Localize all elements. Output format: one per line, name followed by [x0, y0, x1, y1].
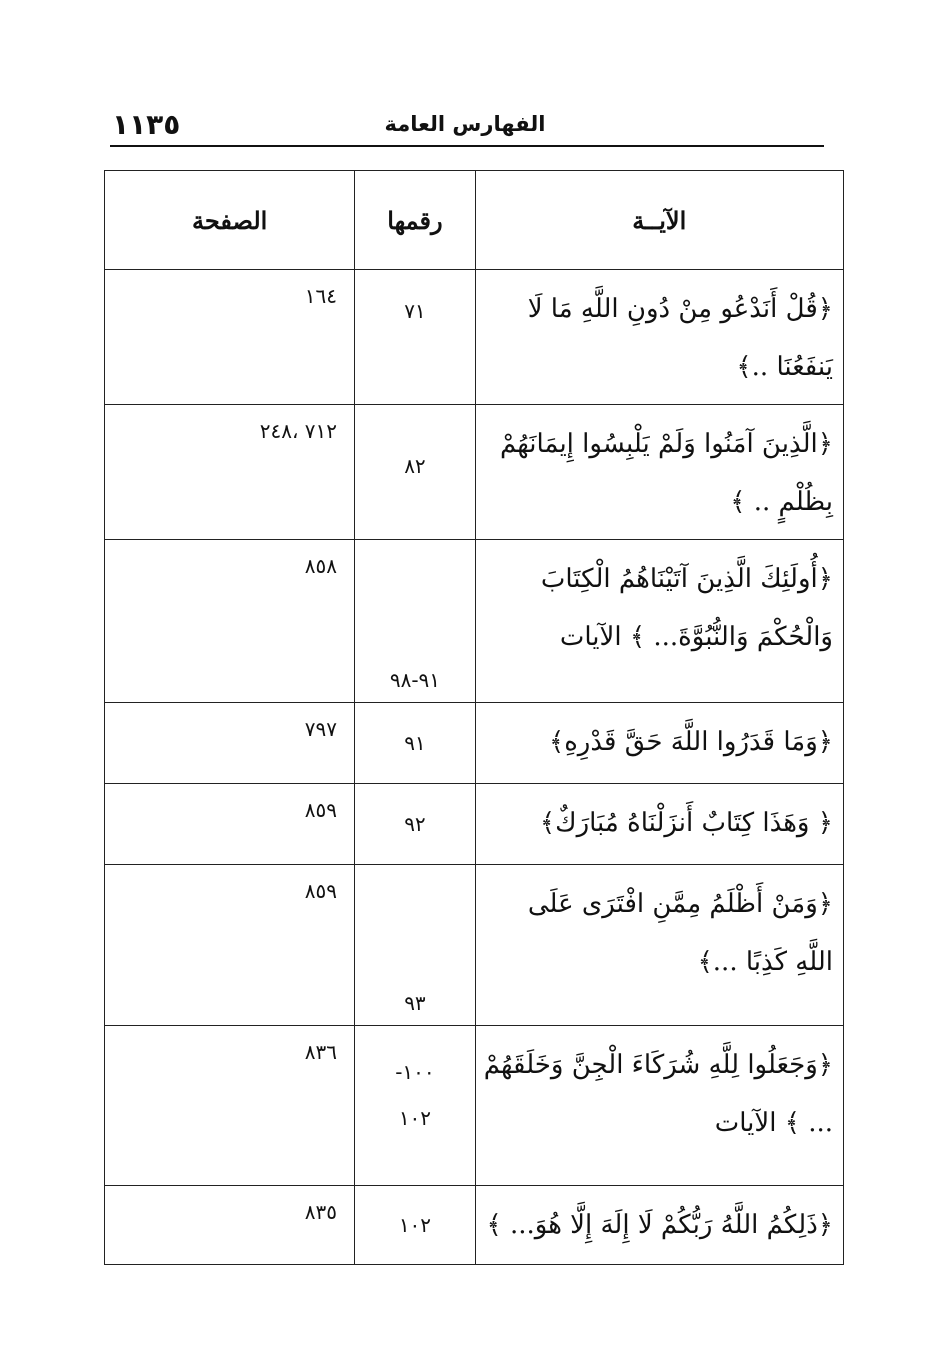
- ayah-text: ﴿ وَهَذَا كِتَابٌ أَنزَلْنَاهُ مُبَارَكٌ﴾: [475, 784, 843, 865]
- page-ref: [105, 865, 355, 1026]
- ayah-number: [355, 1026, 475, 1186]
- ayah-number-value: ٨٢: [404, 454, 426, 478]
- page-ref: [105, 1026, 355, 1186]
- column-header-page: الصفحة: [105, 171, 355, 270]
- page-ref: [105, 540, 355, 703]
- table-row: [105, 865, 844, 1026]
- ayah-number-value: ٩٣: [404, 991, 426, 1015]
- table-row: [105, 784, 844, 865]
- page-ref: [105, 1186, 355, 1265]
- ayah-text: ﴿أُولَئِكَ الَّذِينَ آتَيْنَاهُمُ الْكِتَابَ وَالْحُكْمَ وَالنُّبُوَّةَ... ﴾ الآيات: [475, 540, 843, 703]
- page-ref-value: ٨٣٦: [304, 1040, 337, 1064]
- column-header-ayah: الآيــة: [475, 171, 843, 270]
- column-header-number: رقمها: [355, 171, 475, 270]
- ayah-number-value-end: ١٠٢: [398, 1106, 432, 1130]
- ayah-number-value: ٩١: [404, 731, 426, 755]
- table-header-row: [105, 171, 844, 270]
- page-ref-value: ٨٥٨: [304, 554, 337, 578]
- table-row: [105, 270, 844, 405]
- page-ref: [105, 270, 355, 405]
- page-ref: [105, 405, 355, 540]
- ayah-number-value: ٩١-٩٨: [389, 668, 441, 692]
- ayah-text: ﴿وَجَعَلُوا لِلَّهِ شُرَكَاءَ الْجِنَّ وَخَلَقَهُمْ ... ﴾ الآيات: [475, 1026, 843, 1186]
- page-ref-value: ١٦٤: [304, 284, 337, 308]
- table-row: [105, 540, 844, 703]
- ayah-number: [355, 784, 475, 865]
- page-ref-value: ٨٥٩: [304, 798, 337, 822]
- header-divider: [110, 145, 824, 147]
- page-ref-value: ٧١٢ ،٢٤٨: [259, 419, 337, 443]
- ayah-text: ﴿ذَلِكُمُ اللَّهُ رَبُّكُمْ لَا إِلَهَ إِلَّا هُوَ... ﴾: [475, 1186, 843, 1265]
- table-row: [105, 1186, 844, 1265]
- page-ref-value: ٧٩٧: [304, 717, 337, 741]
- page-ref-value: ٨٥٩: [304, 879, 337, 903]
- ayah-text: ﴿قُلْ أَنَدْعُو مِنْ دُونِ اللَّهِ مَا لَا يَنفَعُنَا ..﴾: [475, 270, 843, 405]
- table-row: [105, 405, 844, 540]
- page-ref: [105, 703, 355, 784]
- ayah-number: [355, 1186, 475, 1265]
- ayah-number-value-start: -١٠٠: [395, 1060, 435, 1084]
- ayah-text: ﴿وَمَنْ أَظْلَمُ مِمَّنِ افْتَرَى عَلَى اللَّهِ كَذِبًا ...﴾: [475, 865, 843, 1026]
- ayah-text: ﴿الَّذِينَ آمَنُوا وَلَمْ يَلْبِسُوا إِيمَانَهُمْ بِظُلْمٍ .. ﴾: [475, 405, 843, 540]
- ayah-number: [355, 270, 475, 405]
- page-ref-value: ٨٣٥: [304, 1200, 337, 1224]
- table-row: [105, 703, 844, 784]
- table-row: [105, 1026, 844, 1186]
- ayah-number: [355, 703, 475, 784]
- verse-index-table: [104, 170, 844, 1265]
- page-ref: [105, 784, 355, 865]
- ayah-number: [355, 540, 475, 703]
- ayah-number: [355, 865, 475, 1026]
- ayah-text: ﴿وَمَا قَدَرُوا اللَّهَ حَقَّ قَدْرِهِ﴾: [475, 703, 843, 784]
- page-header-title: الفهارس العامة: [384, 112, 546, 136]
- page-number: ١١٣٥: [112, 108, 181, 141]
- ayah-number: [355, 405, 475, 540]
- ayah-number-value: ٧١: [404, 299, 426, 323]
- ayah-number-value: ١٠٢: [398, 1213, 432, 1237]
- ayah-number-value: ٩٢: [404, 812, 426, 836]
